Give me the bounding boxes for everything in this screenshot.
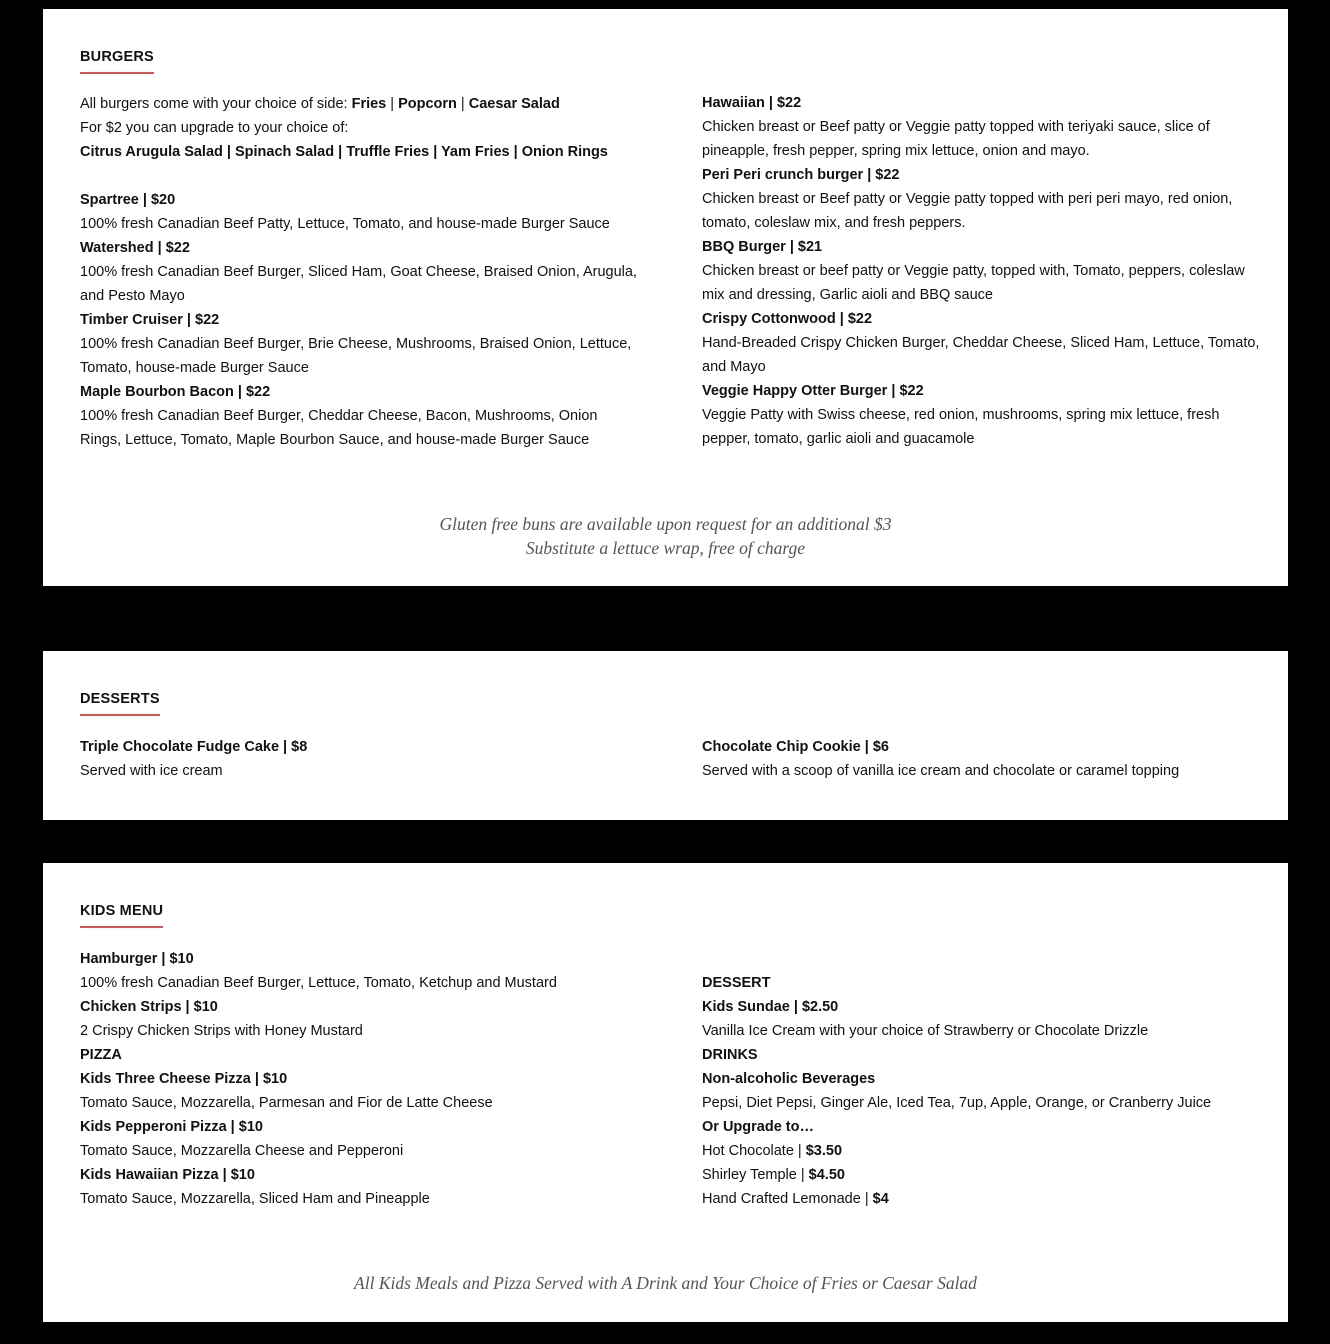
item-price: | $20 [138,192,176,208]
item-name: Kids Pepperoni Pizza [80,1119,227,1135]
side-option: Caesar Salad [468,96,560,112]
separator: | [793,1143,806,1159]
side-option: Fries [351,96,387,112]
menu-item-desc: 100% fresh Canadian Beef Burger, Brie Cheese, Mushrooms, Braised Onion, Lettuce, Tomato, house-made Burger Sauce [80,336,632,376]
menu-item-title [80,1067,640,1091]
item-name: Peri Peri crunch burger [702,167,864,183]
drinks-subheading: Non-alcoholic Beverages [702,1071,876,1087]
kids-left-column [80,947,640,1211]
desserts-right-column [702,735,1262,783]
menu-item-title [702,91,1262,115]
menu-item-desc: Veggie Patty with Swiss cheese, red onion, mushrooms, spring mix lettuce, fresh pepper, tomato, garlic aioli and guacamole [702,407,1220,447]
item-name: Hot Chocolate [702,1143,794,1159]
upgrade-item [702,1187,1262,1211]
menu-item-title [80,236,640,260]
item-name: Kids Three Cheese Pizza [80,1071,251,1087]
item-name: Kids Sundae [702,999,790,1015]
item-price: | $22 [182,312,220,328]
sides-intro [80,92,640,116]
burgers-right-column [702,91,1262,451]
item-price: | $22 [887,383,924,399]
menu-item-title [702,735,1262,759]
item-price: | $22 [153,240,190,256]
item-price: $4 [872,1191,889,1207]
item-price: | $2.50 [789,999,839,1015]
menu-item-title [702,235,1262,259]
upgrade-item [702,1139,1262,1163]
menu-item-title [80,1115,640,1139]
kids-menu-section [43,863,1288,1322]
menu-item-desc: Tomato Sauce, Mozzarella Cheese and Pepperoni [80,1143,404,1159]
item-name: BBQ Burger [702,239,786,255]
item-name: Spartree [80,192,139,208]
menu-item-title [80,1163,640,1187]
menu-item-title [80,188,640,212]
separator: | [386,96,399,112]
menu-item-title [702,307,1262,331]
section-heading: DESSERTS [80,691,160,716]
separator: | [860,1191,873,1207]
menu-item-desc: Chicken breast or Beef patty or Veggie patty topped with peri peri mayo, red onion, tomato, coleslaw mix, and fresh peppers. [702,191,1233,231]
kids-right-column [702,971,1262,1211]
item-price: | $21 [785,239,823,255]
menu-item-desc: Vanilla Ice Cream with your choice of Strawberry or Chocolate Drizzle [702,1023,1149,1039]
subsection-heading: PIZZA [80,1047,122,1063]
section-heading: BURGERS [80,49,154,74]
item-name: Watershed [80,240,154,256]
menu-item-desc: Tomato Sauce, Mozzarella, Sliced Ham and Pineapple [80,1191,430,1207]
item-price: | $22 [835,311,873,327]
menu-item-title [80,380,640,404]
item-price: | $10 [157,951,194,967]
item-name: Hawaiian [702,95,765,111]
separator: | [456,96,469,112]
item-price: | $10 [250,1071,288,1087]
kids-note: All Kids Meals and Pizza Served with A Drink and Your Choice of Fries or Caesar Salad [354,1273,977,1293]
drinks-desc: Pepsi, Diet Pepsi, Ginger Ale, Iced Tea, 7up, Apple, Orange, or Cranberry Juice [702,1095,1212,1111]
menu-item-desc: 100% fresh Canadian Beef Burger, Cheddar Cheese, Bacon, Mushrooms, Onion Rings, Lettuce, Tomato, Maple Bourbon Sauce, and house-made Burger Sauce [80,408,598,448]
item-name: Triple Chocolate Fudge Cake [80,739,280,755]
item-name: Crispy Cottonwood [702,311,836,327]
burgers-section [43,9,1288,586]
item-name: Kids Hawaiian Pizza [80,1167,219,1183]
burgers-left-column [80,92,640,452]
item-price: | $10 [218,1167,255,1183]
item-name: Maple Bourbon Bacon [80,384,234,400]
item-price: | $10 [181,999,218,1015]
item-price: | $22 [863,167,900,183]
menu-item-title [80,947,640,971]
menu-item-title [80,995,640,1019]
menu-item-desc: 100% fresh Canadian Beef Patty, Lettuce, Tomato, and house-made Burger Sauce [80,216,610,232]
upgrade-intro: For $2 you can upgrade to your choice of: [80,120,349,136]
menu-item-title [80,735,640,759]
menu-item-desc: Hand-Breaded Crispy Chicken Burger, Cheddar Cheese, Sliced Ham, Lettuce, Tomato, and Mayo [702,335,1260,375]
item-name: Veggie Happy Otter Burger [702,383,888,399]
item-price: $4.50 [808,1167,845,1183]
desserts-left-column [80,735,640,783]
upgrade-options: Citrus Arugula Salad | Spinach Salad | Truffle Fries | Yam Fries | Onion Rings [80,144,608,160]
item-name: Chicken Strips [80,999,182,1015]
item-price: $3.50 [805,1143,843,1159]
menu-item-desc: Served with ice cream [80,763,223,779]
menu-item-title [702,995,1262,1019]
item-name: Hand Crafted Lemonade [702,1191,861,1207]
menu-item-desc: 100% fresh Canadian Beef Burger, Lettuce, Tomato, Ketchup and Mustard [80,975,557,991]
item-price: | $8 [279,739,308,755]
note-line: Gluten free buns are available upon request for an additional $3 [439,514,892,534]
menu-item-desc: Tomato Sauce, Mozzarella, Parmesan and Fior de Latte Cheese [80,1095,493,1111]
item-price: | $10 [226,1119,263,1135]
upgrade-item [702,1163,1262,1187]
menu-item-title [702,163,1262,187]
burgers-note [43,512,1288,560]
separator: | [796,1167,809,1183]
upgrade-heading: Or Upgrade to… [702,1119,814,1135]
item-name: Timber Cruiser [80,312,183,328]
item-price: | $22 [233,384,271,400]
menu-item-desc: Chicken breast or Beef patty or Veggie patty topped with teriyaki sauce, slice of pineapple, fresh pepper, spring mix lettuce, onion and mayo. [702,119,1210,159]
menu-item-title [702,379,1262,403]
menu-item-title [80,308,640,332]
item-price: | $6 [860,739,889,755]
desserts-section [43,651,1288,820]
side-option: Popcorn [398,96,457,112]
subsection-heading: DRINKS [702,1047,758,1063]
subsection-heading: DESSERT [702,975,771,991]
item-name: Shirley Temple [702,1167,797,1183]
menu-item-desc: Chicken breast or beef patty or Veggie patty, topped with, Tomato, peppers, coleslaw mix and dressing, Garlic aioli and BBQ sauce [702,263,1245,303]
item-price: | $22 [764,95,802,111]
menu-item-desc: 100% fresh Canadian Beef Burger, Sliced Ham, Goat Cheese, Braised Onion, Arugula, and Pesto Mayo [80,264,637,304]
item-name: Chocolate Chip Cookie [702,739,861,755]
item-name: Hamburger [80,951,158,967]
note-line: Substitute a lettuce wrap, free of charge [525,538,806,558]
section-heading: KIDS MENU [80,903,163,928]
menu-item-desc: 2 Crispy Chicken Strips with Honey Mustard [80,1023,363,1039]
sides-intro-text: All burgers come with your choice of side: [80,96,352,112]
menu-item-desc: Served with a scoop of vanilla ice cream and chocolate or caramel topping [702,763,1180,779]
